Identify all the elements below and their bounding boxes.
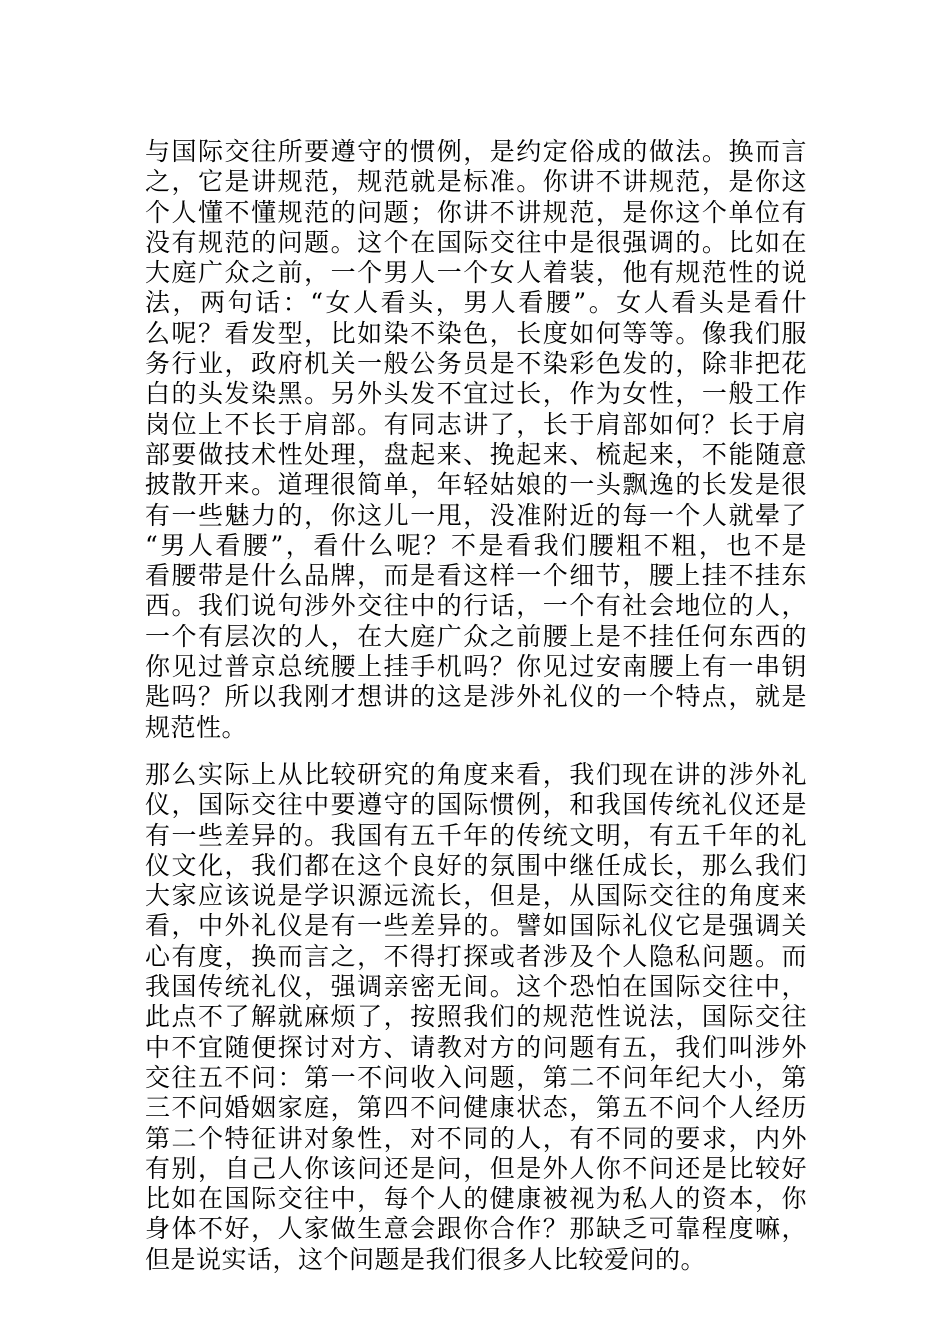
- text-line: 大庭广众之前，一个男人一个女人着装，他有规范性的说: [145, 258, 807, 288]
- text-line: 个人懂不懂规范的问题；你讲不讲规范，是你这个单位有: [145, 197, 807, 227]
- text-line: 比如在国际交往中，每个人的健康被视为私人的资本，你: [145, 1184, 807, 1214]
- text-line: 有一些魅力的，你这儿一甩，没准附近的每一个人就晕了: [145, 500, 807, 530]
- text-line: 中不宜随便探讨对方、请教对方的问题有五，我们叫涉外: [145, 1032, 807, 1062]
- text-line: 那么实际上从比较研究的角度来看，我们现在讲的涉外礼: [145, 759, 807, 789]
- text-line: 我国传统礼仪，强调亲密无间。这个恐怕在国际交往中，: [145, 972, 807, 1002]
- text-line: 匙吗？所以我刚才想讲的这是涉外礼仪的一个特点，就是: [145, 682, 807, 712]
- text-line: 一个有层次的人，在大庭广众之前腰上是不挂任何东西的: [145, 621, 807, 651]
- text-line: 与国际交往所要遵守的惯例，是约定俗成的做法。换而言: [145, 137, 807, 166]
- text-line: 西。我们说句涉外交往中的行话，一个有社会地位的人，: [145, 591, 807, 621]
- text-line: 务行业，政府机关一般公务员是不染彩色发的，除非把花: [145, 349, 807, 379]
- text-line: 此点不了解就麻烦了，按照我们的规范性说法，国际交往: [145, 1002, 807, 1032]
- text-line: 心有度，换而言之，不得打探或者涉及个人隐私问题。而: [145, 941, 807, 971]
- text-line: 第二个特征讲对象性，对不同的人，有不同的要求，内外: [145, 1123, 807, 1153]
- text-line: 规范性。: [145, 712, 248, 742]
- text-line: 交往五不问：第一不问收入问题，第二不问年纪大小，第: [145, 1062, 807, 1092]
- text-line: 没有规范的问题。这个在国际交往中是很强调的。比如在: [145, 227, 807, 257]
- paragraph: [145, 137, 807, 743]
- text-line: 看，中外礼仪是有一些差异的。譬如国际礼仪它是强调关: [145, 911, 807, 941]
- text-line: 披散开来。道理很简单，年轻姑娘的一头飘逸的长发是很: [145, 470, 807, 500]
- text-line: “男人看腰”，看什么呢？不是看我们腰粗不粗，也不是: [145, 530, 807, 560]
- text-line: 岗位上不长于肩部。有同志讲了，长于肩部如何？长于肩: [145, 409, 807, 439]
- text-line: 么呢？看发型，比如染不染色，长度如何等等。像我们服: [145, 318, 807, 348]
- paragraph: [145, 760, 807, 1275]
- text-line: 看腰带是什么品牌，而是看这样一个细节，腰上挂不挂东: [145, 561, 807, 591]
- text-line: 白的头发染黑。另外头发不宜过长，作为女性，一般工作: [145, 379, 807, 409]
- text-line: 大家应该说是学识源远流长，但是，从国际交往的角度来: [145, 881, 807, 911]
- text-line: 有别，自己人你该问还是问，但是外人你不问还是比较好: [145, 1153, 807, 1183]
- text-line: 法，两句话：“女人看头，男人看腰”。女人看头是看什: [145, 288, 807, 318]
- text-line: 部要做技术性处理，盘起来、挽起来、梳起来，不能随意: [145, 439, 807, 469]
- text-line: 有一些差异的。我国有五千年的传统文明，有五千年的礼: [145, 820, 807, 850]
- text-line: 身体不好，人家做生意会跟你合作？那缺乏可靠程度嘛，: [145, 1214, 807, 1244]
- document-page: [145, 137, 807, 1275]
- text-line: 仪文化，我们都在这个良好的氛围中继任成长，那么我们: [145, 850, 807, 880]
- text-line: 你见过普京总统腰上挂手机吗？你见过安南腰上有一串钥: [145, 652, 807, 682]
- text-line: 之，它是讲规范，规范就是标准。你讲不讲规范，是你这: [145, 167, 807, 197]
- text-line: 但是说实话，这个问题是我们很多人比较爱问的。: [145, 1244, 707, 1274]
- text-line: 三不问婚姻家庭，第四不问健康状态，第五不问个人经历: [145, 1093, 807, 1123]
- text-line: 仪，国际交往中要遵守的国际惯例，和我国传统礼仪还是: [145, 790, 807, 820]
